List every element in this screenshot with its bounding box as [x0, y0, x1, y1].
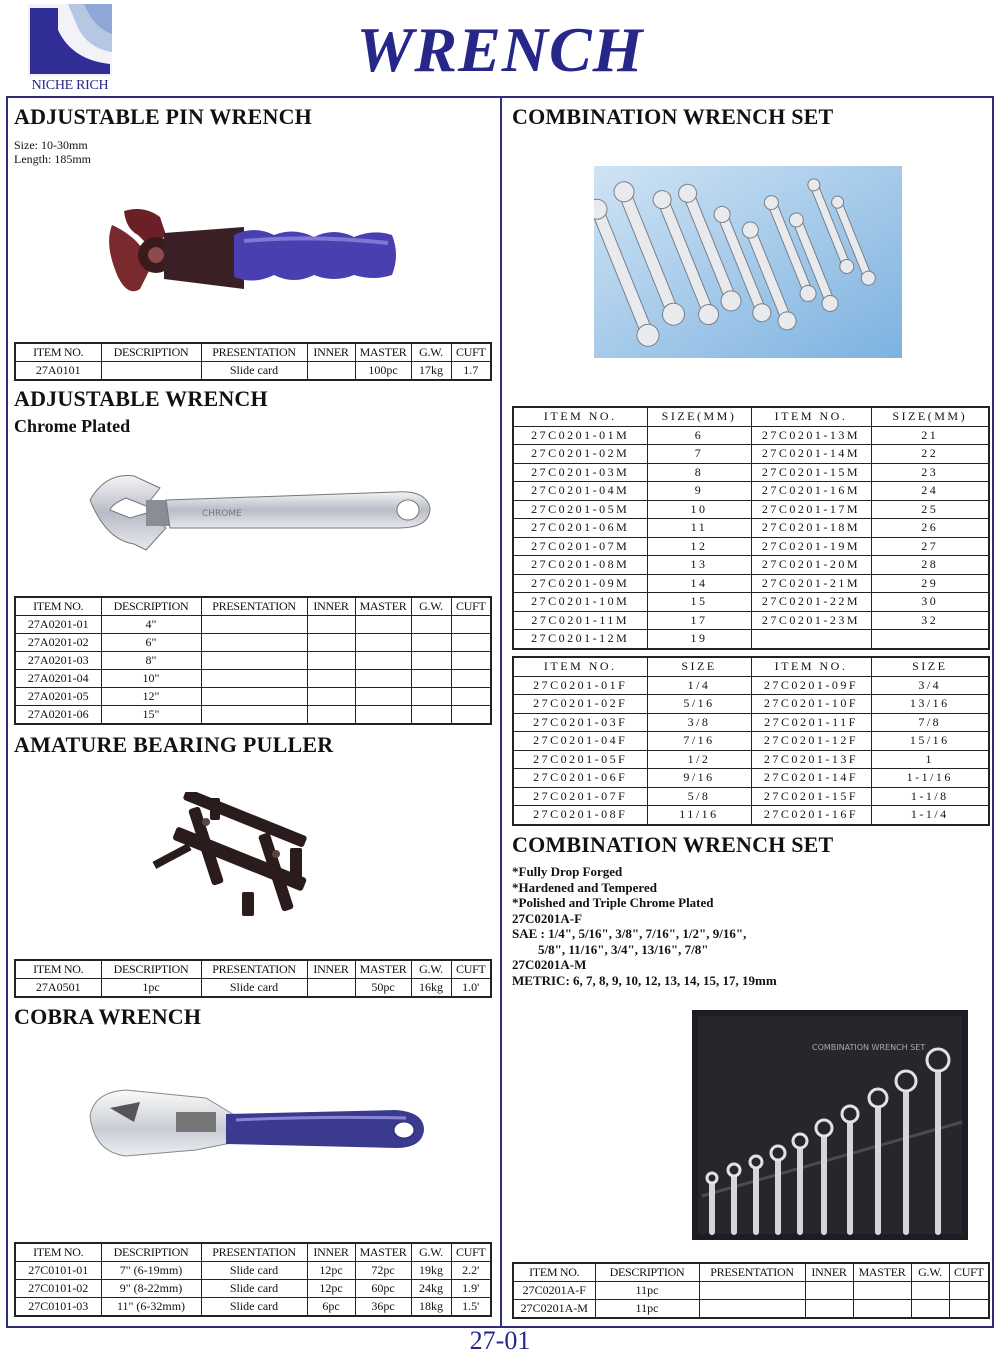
cell-size-2: 3/4 — [871, 676, 989, 695]
cell-item-no: 27C0201-06F — [513, 769, 647, 788]
cell-description — [101, 362, 201, 381]
col-description: DESCRIPTION — [101, 960, 201, 979]
cell-item-no: 27C0201-08M — [513, 556, 647, 575]
cell-presentation — [201, 706, 307, 725]
table-row — [513, 519, 989, 538]
cell-master: 72pc — [355, 1262, 411, 1280]
sae-size-rows — [513, 676, 989, 825]
table-row — [15, 979, 491, 998]
sae-sizes-line2: 5/8", 11/16", 3/4", 13/16", 7/8" — [538, 941, 709, 957]
cell-size-2: 1-1/16 — [871, 769, 989, 788]
feature-line: *Fully Drop Forged — [512, 864, 623, 879]
col-inner: INNER — [307, 1243, 355, 1262]
table-header-row — [513, 657, 989, 676]
table-row — [15, 362, 491, 381]
cell-size: 10 — [647, 500, 751, 519]
table-header-row — [513, 407, 989, 426]
cell-cuft: 1.7 — [451, 362, 491, 381]
cell-size: 7/16 — [647, 732, 751, 751]
cell-description: 11" (6-32mm) — [101, 1298, 201, 1317]
logo-text: NICHE RICH — [31, 78, 109, 93]
section-title-adjustable-wrench: ADJUSTABLE WRENCH — [14, 386, 268, 411]
table-row — [513, 537, 989, 556]
cell-size-2: 1 — [871, 750, 989, 769]
table-row — [15, 706, 491, 725]
cell-item-no-2: 27C0201-15M — [751, 463, 871, 482]
feature-line: *Polished and Triple Chrome Plated — [512, 895, 714, 910]
cell-cuft — [451, 706, 491, 725]
cell-item-no: 27A0101 — [15, 362, 101, 381]
cell-presentation — [201, 634, 307, 652]
cell-item-no-2: 27C0201-09F — [751, 676, 871, 695]
column-divider — [500, 96, 502, 1328]
col-presentation: PRESENTATION — [699, 1263, 805, 1282]
cell-gw — [911, 1300, 949, 1319]
cell-master — [853, 1300, 911, 1319]
logo-mark-icon — [28, 4, 112, 76]
table-header-row — [513, 1263, 989, 1282]
cobra-wrench-rows — [15, 1262, 491, 1317]
cell-master — [355, 634, 411, 652]
cell-item-no: 27C0201-01F — [513, 676, 647, 695]
metric-sizes-line: METRIC: 6, 7, 8, 9, 10, 12, 13, 14, 15, 17, 19mm — [512, 972, 777, 988]
cell-item-no: 27A0501 — [15, 979, 101, 998]
cell-item-no: 27C0101-01 — [15, 1262, 101, 1280]
col-presentation: PRESENTATION — [201, 1243, 307, 1262]
cell-presentation — [201, 652, 307, 670]
cell-inner — [307, 670, 355, 688]
cell-master — [355, 706, 411, 725]
sae-sizes-line1: SAE : 1/4", 5/16", 3/8", 7/16", 1/2", 9/16", — [512, 926, 747, 941]
cell-size: 11/16 — [647, 806, 751, 825]
handle-text: CHROME — [202, 509, 242, 519]
col-size: SIZE — [647, 657, 751, 676]
col-presentation: PRESENTATION — [201, 597, 307, 616]
page-number: 27-01 — [469, 1326, 531, 1355]
cell-item-no-2: 27C0201-11F — [751, 713, 871, 732]
cell-item-no-2: 27C0201-16M — [751, 482, 871, 501]
cell-size: 6 — [647, 426, 751, 445]
cell-item-no: 27C0201-07M — [513, 537, 647, 556]
col-cuft: CUFT — [451, 343, 491, 362]
table-header-row — [15, 343, 491, 362]
cell-master: 50pc — [355, 979, 411, 998]
cell-item-no-2: 27C0201-17M — [751, 500, 871, 519]
col-item-no: ITEM NO. — [15, 343, 101, 362]
cell-cuft — [451, 616, 491, 634]
cell-item-no: 27A0201-02 — [15, 634, 101, 652]
adjustable-wrench-image — [86, 470, 436, 560]
cell-presentation — [201, 688, 307, 706]
table-row — [513, 630, 989, 649]
cell-size: 9 — [647, 482, 751, 501]
cell-size-2: 1-1/8 — [871, 787, 989, 806]
cell-item-no: 27C0201-05M — [513, 500, 647, 519]
pin-wrench-table — [14, 342, 492, 381]
feature-line: *Hardened and Tempered — [512, 879, 657, 895]
col-gw: G.W. — [411, 1243, 451, 1262]
table-row — [15, 1280, 491, 1298]
table-row — [513, 695, 989, 714]
cell-master: 36pc — [355, 1298, 411, 1317]
cell-presentation — [201, 670, 307, 688]
metric-size-table — [512, 406, 990, 650]
cell-presentation — [699, 1300, 805, 1319]
col-item-no: ITEM NO. — [513, 657, 647, 676]
section-title-cobra-wrench: COBRA WRENCH — [14, 1004, 202, 1029]
col-master: MASTER — [355, 343, 411, 362]
table-row — [15, 1298, 491, 1317]
cell-item-no: 27A0201-01 — [15, 616, 101, 634]
cell-item-no: 27C0201A-F — [513, 1282, 595, 1300]
cell-item-no: 27C0201-08F — [513, 806, 647, 825]
cell-cuft — [949, 1300, 989, 1319]
cell-description: 11pc — [595, 1282, 699, 1300]
cell-size-2: 22 — [871, 445, 989, 464]
table-row — [513, 676, 989, 695]
cell-item-no: 27C0101-02 — [15, 1280, 101, 1298]
cell-presentation: Slide card — [201, 1262, 307, 1280]
cell-presentation — [699, 1282, 805, 1300]
col-inner: INNER — [805, 1263, 853, 1282]
cell-cuft — [949, 1282, 989, 1300]
col-size-mm-2: SIZE(MM) — [871, 407, 989, 426]
cell-inner — [307, 634, 355, 652]
col-item-no: ITEM NO. — [15, 597, 101, 616]
cell-inner — [307, 979, 355, 998]
pin-wrench-size: Size: 10-30mm — [14, 138, 88, 152]
table-row — [15, 634, 491, 652]
cell-cuft — [451, 688, 491, 706]
pin-wrench-length: Length: 185mm — [14, 152, 91, 166]
cell-cuft: 1.0' — [451, 979, 491, 998]
cell-gw: 16kg — [411, 979, 451, 998]
cell-inner: 12pc — [307, 1280, 355, 1298]
table-row — [15, 616, 491, 634]
cell-size: 19 — [647, 630, 751, 649]
cell-size-2: 26 — [871, 519, 989, 538]
cell-gw — [411, 670, 451, 688]
cell-item-no: 27C0201-09M — [513, 574, 647, 593]
cobra-wrench-image — [86, 1086, 426, 1166]
cell-item-no: 27C0201-04M — [513, 482, 647, 501]
cell-master — [355, 616, 411, 634]
cell-gw — [411, 616, 451, 634]
cell-inner — [805, 1300, 853, 1319]
col-item-no: ITEM NO. — [513, 407, 647, 426]
table-header-row — [15, 1243, 491, 1262]
table-row — [513, 556, 989, 575]
cell-cuft — [451, 670, 491, 688]
cell-presentation — [201, 616, 307, 634]
col-cuft: CUFT — [451, 597, 491, 616]
cell-item-no-2: 27C0201-14F — [751, 769, 871, 788]
cell-size-2: 13/16 — [871, 695, 989, 714]
cell-inner — [307, 616, 355, 634]
table-header-row — [15, 597, 491, 616]
cell-master — [355, 652, 411, 670]
cell-size-2: 15/16 — [871, 732, 989, 751]
cell-cuft — [451, 652, 491, 670]
col-description: DESCRIPTION — [595, 1263, 699, 1282]
col-item-no: ITEM NO. — [513, 1263, 595, 1282]
cell-item-no: 27C0201-06M — [513, 519, 647, 538]
cell-item-no-2: 27C0201-16F — [751, 806, 871, 825]
pin-wrench-image — [104, 205, 404, 305]
col-cuft: CUFT — [451, 960, 491, 979]
col-gw: G.W. — [411, 960, 451, 979]
cell-master — [355, 670, 411, 688]
cell-gw — [411, 688, 451, 706]
cell-description: 15" — [101, 706, 201, 725]
bearing-puller-image — [150, 792, 320, 922]
cell-master: 100pc — [355, 362, 411, 381]
cell-gw: 17kg — [411, 362, 451, 381]
cell-size: 15 — [647, 593, 751, 612]
cell-size: 5/16 — [647, 695, 751, 714]
cell-inner — [307, 706, 355, 725]
cell-item-no: 27C0201-04F — [513, 732, 647, 751]
cell-size-2: 1-1/4 — [871, 806, 989, 825]
adjustable-wrench-table — [14, 596, 492, 725]
table-row — [513, 593, 989, 612]
col-inner: INNER — [307, 597, 355, 616]
cell-gw: 19kg — [411, 1262, 451, 1280]
cell-size-2: 21 — [871, 426, 989, 445]
cobra-wrench-table — [14, 1242, 492, 1317]
cell-item-no-2: 27C0201-10F — [751, 695, 871, 714]
col-item-no-2: ITEM NO. — [751, 657, 871, 676]
col-cuft: CUFT — [451, 1243, 491, 1262]
cell-presentation: Slide card — [201, 362, 307, 381]
cell-inner — [307, 688, 355, 706]
cell-item-no-2: 27C0201-13M — [751, 426, 871, 445]
table-row — [513, 1300, 989, 1319]
cell-size-2: 29 — [871, 574, 989, 593]
table-row — [15, 1262, 491, 1280]
table-row — [513, 463, 989, 482]
cell-size: 14 — [647, 574, 751, 593]
section-title-pin-wrench: ADJUSTABLE PIN WRENCH — [14, 104, 312, 129]
combination-set-box-image — [692, 1010, 968, 1240]
cell-inner: 6pc — [307, 1298, 355, 1317]
cell-item-no: 27C0201-12M — [513, 630, 647, 649]
section-title-bearing-puller: AMATURE BEARING PULLER — [14, 732, 334, 757]
cell-gw — [411, 634, 451, 652]
cell-item-no-2: 27C0201-14M — [751, 445, 871, 464]
cell-description: 12" — [101, 688, 201, 706]
cell-item-no: 27C0201-02F — [513, 695, 647, 714]
table-row — [15, 688, 491, 706]
cell-size: 12 — [647, 537, 751, 556]
table-row — [513, 574, 989, 593]
cell-item-no-2: 27C0201-22M — [751, 593, 871, 612]
cell-size: 11 — [647, 519, 751, 538]
page-title: WRENCH — [356, 14, 644, 85]
cell-cuft: 2.2' — [451, 1262, 491, 1280]
cell-item-no: 27A0201-05 — [15, 688, 101, 706]
cell-presentation: Slide card — [201, 1280, 307, 1298]
table-row — [513, 482, 989, 501]
table-row — [513, 787, 989, 806]
table-row — [513, 806, 989, 825]
cell-size: 7 — [647, 445, 751, 464]
table-row — [513, 732, 989, 751]
combination-set-image — [594, 166, 902, 358]
col-presentation: PRESENTATION — [201, 960, 307, 979]
cell-item-no-2: 27C0201-18M — [751, 519, 871, 538]
table-row — [513, 713, 989, 732]
cell-item-no: 27C0201-02M — [513, 445, 647, 464]
table-row — [513, 611, 989, 630]
col-gw: G.W. — [411, 597, 451, 616]
cell-description: 7" (6-19mm) — [101, 1262, 201, 1280]
col-master: MASTER — [853, 1263, 911, 1282]
cell-description: 4" — [101, 616, 201, 634]
cell-presentation: Slide card — [201, 1298, 307, 1317]
cell-gw — [411, 652, 451, 670]
cell-size-2: 23 — [871, 463, 989, 482]
col-gw: G.W. — [911, 1263, 949, 1282]
cell-description: 10" — [101, 670, 201, 688]
cell-item-no-2: 27C0201-21M — [751, 574, 871, 593]
cell-inner — [805, 1282, 853, 1300]
col-presentation: PRESENTATION — [201, 343, 307, 362]
cell-item-no: 27A0201-04 — [15, 670, 101, 688]
cell-item-no: 27C0201-01M — [513, 426, 647, 445]
cell-gw — [911, 1282, 949, 1300]
table-row — [513, 1282, 989, 1300]
cell-size-2: 30 — [871, 593, 989, 612]
cell-master — [853, 1282, 911, 1300]
cell-presentation: Slide card — [201, 979, 307, 998]
cell-size-2: 27 — [871, 537, 989, 556]
table-row — [15, 652, 491, 670]
cell-description: 9" (8-22mm) — [101, 1280, 201, 1298]
sae-size-table — [512, 656, 990, 826]
cell-item-no-2: 27C0201-23M — [751, 611, 871, 630]
section-title-combination-set-2: COMBINATION WRENCH SET — [512, 832, 834, 857]
col-description: DESCRIPTION — [101, 1243, 201, 1262]
cell-size: 9/16 — [647, 769, 751, 788]
table-row — [15, 670, 491, 688]
section-title-combination-set: COMBINATION WRENCH SET — [512, 104, 834, 129]
col-item-no: ITEM NO. — [15, 960, 101, 979]
cell-gw: 18kg — [411, 1298, 451, 1317]
cell-size: 3/8 — [647, 713, 751, 732]
table-row — [513, 426, 989, 445]
combination-set-rows — [513, 1282, 989, 1319]
col-cuft: CUFT — [949, 1263, 989, 1282]
cell-description: 11pc — [595, 1300, 699, 1319]
cell-size: 17 — [647, 611, 751, 630]
cell-gw — [411, 706, 451, 725]
cell-item-no-2: 27C0201-20M — [751, 556, 871, 575]
metric-code: 27C0201A-M — [512, 957, 587, 972]
cell-master: 60pc — [355, 1280, 411, 1298]
col-description: DESCRIPTION — [101, 597, 201, 616]
cell-item-no-2: 27C0201-12F — [751, 732, 871, 751]
cell-inner — [307, 652, 355, 670]
cell-inner — [307, 362, 355, 381]
box-label: COMBINATION WRENCH SET — [812, 1043, 926, 1052]
col-size-mm: SIZE(MM) — [647, 407, 751, 426]
cell-item-no: 27A0201-03 — [15, 652, 101, 670]
col-inner: INNER — [307, 343, 355, 362]
col-item-no-2: ITEM NO. — [751, 407, 871, 426]
table-row — [513, 769, 989, 788]
company-logo — [22, 4, 118, 94]
cell-size: 5/8 — [647, 787, 751, 806]
cell-cuft: 1.9' — [451, 1280, 491, 1298]
cell-item-no: 27C0201-03F — [513, 713, 647, 732]
cell-master — [355, 688, 411, 706]
cell-size-2: 24 — [871, 482, 989, 501]
cell-size: 1/4 — [647, 676, 751, 695]
cell-item-no: 27C0201-10M — [513, 593, 647, 612]
cell-description: 6" — [101, 634, 201, 652]
cell-item-no: 27C0201-11M — [513, 611, 647, 630]
combination-set-table — [512, 1262, 990, 1319]
metric-size-rows — [513, 426, 989, 649]
table-row — [513, 750, 989, 769]
cell-item-no-2: 27C0201-15F — [751, 787, 871, 806]
col-gw: G.W. — [411, 343, 451, 362]
cell-item-no-2: 27C0201-19M — [751, 537, 871, 556]
col-item-no: ITEM NO. — [15, 1243, 101, 1262]
cell-description: 1pc — [101, 979, 201, 998]
col-size-2: SIZE — [871, 657, 989, 676]
cell-size: 8 — [647, 463, 751, 482]
cell-size-2: 32 — [871, 611, 989, 630]
cell-size: 1/2 — [647, 750, 751, 769]
cell-size-2: 25 — [871, 500, 989, 519]
bearing-puller-table — [14, 959, 492, 998]
cell-description: 8" — [101, 652, 201, 670]
cell-item-no: 27C0201-03M — [513, 463, 647, 482]
adjustable-wrench-rows — [15, 616, 491, 725]
table-row — [513, 500, 989, 519]
cell-item-no: 27C0201A-M — [513, 1300, 595, 1319]
cell-size-2: 28 — [871, 556, 989, 575]
table-row — [513, 445, 989, 464]
cell-item-no: 27C0201-05F — [513, 750, 647, 769]
cell-size-2 — [871, 630, 989, 649]
cell-size: 13 — [647, 556, 751, 575]
col-master: MASTER — [355, 1243, 411, 1262]
adjustable-wrench-subtitle: Chrome Plated — [14, 416, 131, 436]
combination-set-notes — [512, 864, 992, 988]
cell-item-no: 27C0201-07F — [513, 787, 647, 806]
table-header-row — [15, 960, 491, 979]
sae-code: 27C0201A-F — [512, 910, 583, 926]
cell-gw: 24kg — [411, 1280, 451, 1298]
cell-item-no-2 — [751, 630, 871, 649]
cell-cuft — [451, 634, 491, 652]
cell-item-no: 27C0101-03 — [15, 1298, 101, 1317]
cell-inner: 12pc — [307, 1262, 355, 1280]
cell-size-2: 7/8 — [871, 713, 989, 732]
cell-item-no-2: 27C0201-13F — [751, 750, 871, 769]
col-description: DESCRIPTION — [101, 343, 201, 362]
col-master: MASTER — [355, 597, 411, 616]
col-master: MASTER — [355, 960, 411, 979]
cell-cuft: 1.5' — [451, 1298, 491, 1317]
col-inner: INNER — [307, 960, 355, 979]
cell-item-no: 27A0201-06 — [15, 706, 101, 725]
